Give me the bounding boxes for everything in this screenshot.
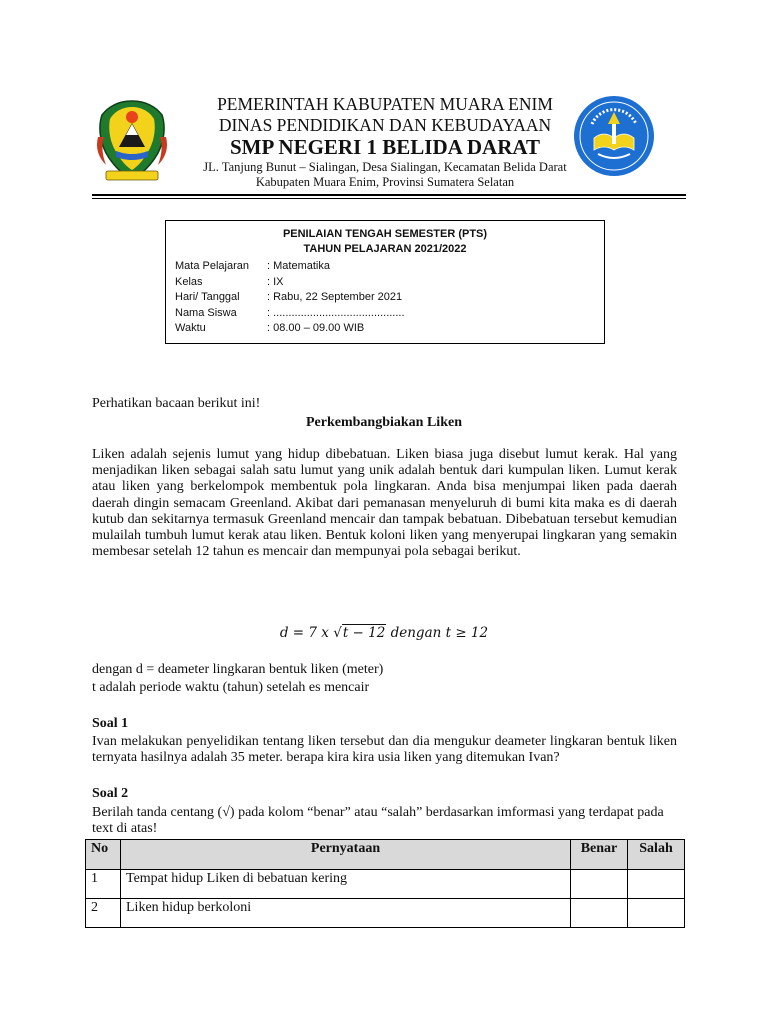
exam-info-row [175, 290, 604, 306]
table-row [86, 870, 685, 899]
government-name: PEMERINTAH KABUPATEN MUARA ENIM [217, 94, 553, 114]
statement-text: Liken hidup berkoloni [121, 899, 571, 928]
salah-checkbox-cell[interactable] [628, 899, 685, 928]
formula-lhs: d = 7 x [279, 625, 334, 641]
column-header-benar: Benar [571, 840, 628, 870]
exam-info-value: : IX [267, 275, 284, 288]
exam-info-value: : 08.00 – 09.00 WIB [267, 322, 365, 334]
benar-checkbox-cell[interactable] [571, 899, 628, 928]
exam-info-box [165, 220, 605, 344]
department-name: DINAS PENDIDIKAN DAN KEBUDAYAAN [218, 114, 552, 135]
student-name-blank[interactable]: : ........................................... [267, 306, 405, 319]
muara-enim-emblem-icon [92, 97, 172, 183]
formula-note-d: dengan d = deameter lingkaran bentuk liken (meter) [92, 662, 384, 677]
exam-info-row [175, 259, 604, 275]
reading-paragraph-text: Liken adalah sejenis lumut yang hidup dibebatuan. Liken biasa juga disebut lumut kerak. Hal yang menjadikan liken sebagai salah satu lumut yang unik adalah bentuk dari kumpulan liken. Lumut kerak atau liken yang berkelompok membentuk pola lingkaran. Anda bisa menjumpai liken pada daerah daerah dingin semacam Greenland. Akibat dari pemanasan menyeluruh di bumi kita maka es di daerah kutub dan sekitarnya termasuk Greenland mencair dan tampak bebatuan. Dibebatuan tersebut kemudian mulailah tumbuh lumut kerak atau liken. Bentuk koloni liken yang menyerupai lingkaran yang semakin membesar setelah 12 tahun es mencair dan mempunyai pola sebagai berikut. [92, 447, 677, 560]
table-row [86, 899, 685, 928]
column-header-statement: Pernyataan [121, 840, 571, 870]
letterhead [190, 94, 580, 190]
exam-info-label: Hari/ Tanggal [175, 291, 240, 303]
exam-info-value: : Rabu, 22 September 2021 [267, 291, 403, 303]
exam-info-label: Nama Siswa [175, 306, 237, 319]
table-header-row [86, 840, 685, 870]
exam-info-label: Waktu [175, 322, 206, 334]
row-number: 2 [86, 899, 121, 928]
exam-info-label: Mata Pelajaran [175, 260, 249, 272]
exam-info-row [175, 275, 604, 291]
statement-text: Tempat hidup Liken di bebatuan kering [121, 870, 571, 899]
exam-title: PENILAIAN TENGAH SEMESTER (PTS) [282, 228, 488, 240]
formula-rhs: dengan t ≥ 12 [386, 625, 489, 641]
column-header-no: No [86, 840, 121, 870]
school-address-line2: Kabupaten Muara Enim, Provinsi Sumatera Selatan [255, 174, 515, 189]
question-2-heading: Soal 2 [92, 786, 129, 801]
question-1-text: Ivan melakukan penyelidikan tentang liken tersebut dan dia mengukur deameter lingkaran bentuk liken ternyata hasilnya adalah 35 meter. berapa kira kira usia liken yang ditemukan Ivan? [92, 734, 677, 766]
formula-note-t: t adalah periode waktu (tahun) setelah es mencair [92, 680, 370, 695]
formula [92, 625, 676, 641]
exam-info-row [175, 306, 604, 322]
letterhead-divider [92, 194, 686, 196]
tut-wuri-handayani-emblem-icon [572, 94, 656, 178]
letterhead-divider-thin [92, 198, 686, 199]
statement-table [85, 839, 685, 928]
reading-paragraph [92, 447, 677, 560]
question-1-heading: Soal 1 [92, 716, 129, 731]
reading-title: Perkembangbiakan Liken [306, 415, 462, 430]
question-2-text: Berilah tanda centang (√) pada kolom “benar” atau “salah” berdasarkan imformasi yang terdapat pada text di atas! [92, 805, 664, 837]
exam-info-row [175, 321, 604, 337]
sqrt-symbol: √ [333, 625, 342, 641]
formula-radicand: t − 12 [342, 625, 386, 641]
reading-intro: Perhatikan bacaan berikut ini! [92, 396, 261, 411]
exam-info-value: : Matematika [267, 260, 330, 272]
school-address-line1: JL. Tanjung Bunut – Sialingan, Desa Sialingan, Kecamatan Belida Darat [203, 160, 567, 175]
exam-info-label: Kelas [175, 275, 203, 288]
salah-checkbox-cell[interactable] [628, 870, 685, 899]
benar-checkbox-cell[interactable] [571, 870, 628, 899]
academic-year: TAHUN PELAJARAN 2021/2022 [303, 243, 467, 255]
school-name: SMP NEGERI 1 BELIDA DARAT [230, 135, 540, 160]
column-header-salah: Salah [628, 840, 685, 870]
row-number: 1 [86, 870, 121, 899]
